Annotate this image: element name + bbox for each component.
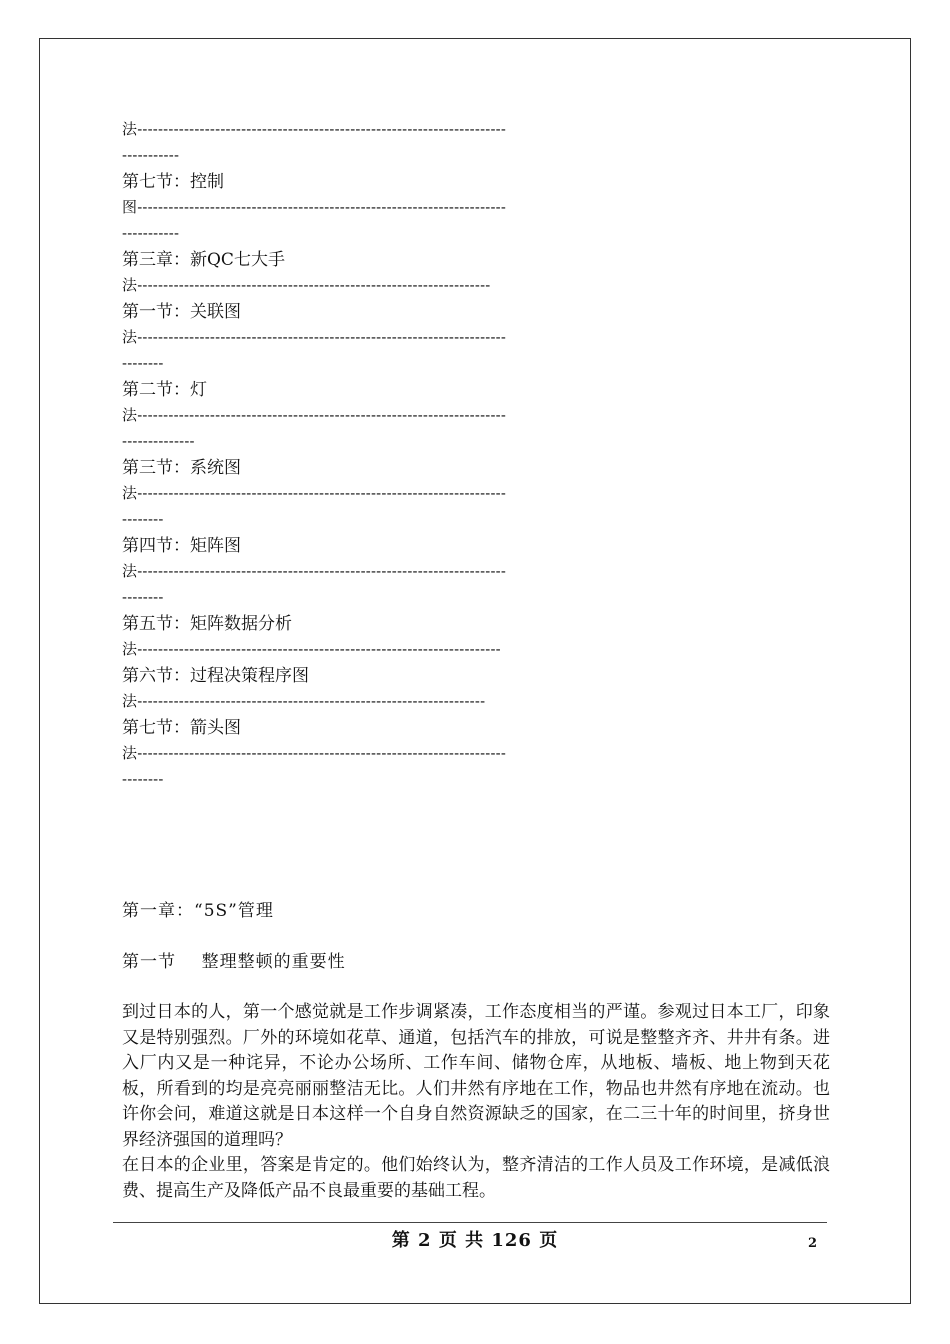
toc-line: 法---------------------------------------------------------------------- — [122, 641, 501, 658]
footer-page-label: 第 2 页 共 126 页 — [391, 1230, 559, 1251]
toc-line: -------- — [122, 589, 164, 606]
section-heading: 第一节 整理整顿的重要性 — [122, 952, 346, 972]
toc-line: 图----------------------------------------------------------------------- — [122, 199, 507, 216]
toc-line: 第二节：灯 — [122, 380, 207, 400]
toc-line: 法----------------------------------------------------------------------- — [122, 745, 507, 762]
body-text — [122, 1000, 830, 1204]
paragraph: 到过日本的人，第一个感觉就是工作步调紧凑，工作态度相当的严谨。参观过日本工厂，印象又是特别强烈。厂外的环境如花草、通道，包括汽车的排放，可说是整整齐齐、井井有条。进入厂内又是一种诧异，不论办公场所、工作车间、储物仓库，从地板、墙板、地上物到天花板，所看到的均是亮亮丽丽整洁无比。人们井然有序地在工作，物品也井然有序地在流动。也许你会问，难道这就是日本这样一个自身自然资源缺乏的国家，在二三十年的时间里，挤身世界经济强国的道理吗？ — [122, 1002, 830, 1150]
toc-line: 法----------------------------------------------------------------------- — [122, 121, 507, 138]
footer-divider — [113, 1222, 827, 1223]
toc-line: -------------- — [122, 433, 195, 450]
toc-line: -------- — [122, 355, 164, 372]
toc-line: ----------- — [122, 225, 180, 242]
paragraph: 在日本的企业里，答案是肯定的。他们始终认为，整齐清洁的工作人员及工作环境，是减低浪费、提高生产及降低产品不良最重要的基础工程。 — [122, 1155, 830, 1201]
toc-line: 法----------------------------------------------------------------------- — [122, 407, 507, 424]
toc-line: 第四节：矩阵图 — [122, 536, 241, 556]
toc-line: 第一节：关联图 — [122, 302, 241, 322]
toc-line: 第三节：系统图 — [122, 458, 241, 478]
toc-line: ----------- — [122, 147, 180, 164]
toc-line: 法----------------------------------------------------------------------- — [122, 485, 507, 502]
table-of-contents — [122, 117, 827, 793]
toc-line: 法-------------------------------------------------------------------- — [122, 277, 491, 294]
toc-line: 法------------------------------------------------------------------- — [122, 693, 486, 710]
chapter-heading: 第一章：“5S”管理 — [122, 901, 274, 921]
toc-line: 第三章：新QC七大手 — [122, 250, 285, 270]
toc-line: 第七节：控制 — [122, 172, 224, 192]
toc-line: 第六节：过程决策程序图 — [122, 666, 309, 686]
toc-line: -------- — [122, 771, 164, 788]
toc-line: -------- — [122, 511, 164, 528]
toc-line: 第五节：矩阵数据分析 — [122, 614, 292, 634]
toc-line: 法----------------------------------------------------------------------- — [122, 329, 507, 346]
toc-line: 第七节：箭头图 — [122, 718, 241, 738]
page-number: 2 — [808, 1236, 818, 1251]
toc-line: 法----------------------------------------------------------------------- — [122, 563, 507, 580]
